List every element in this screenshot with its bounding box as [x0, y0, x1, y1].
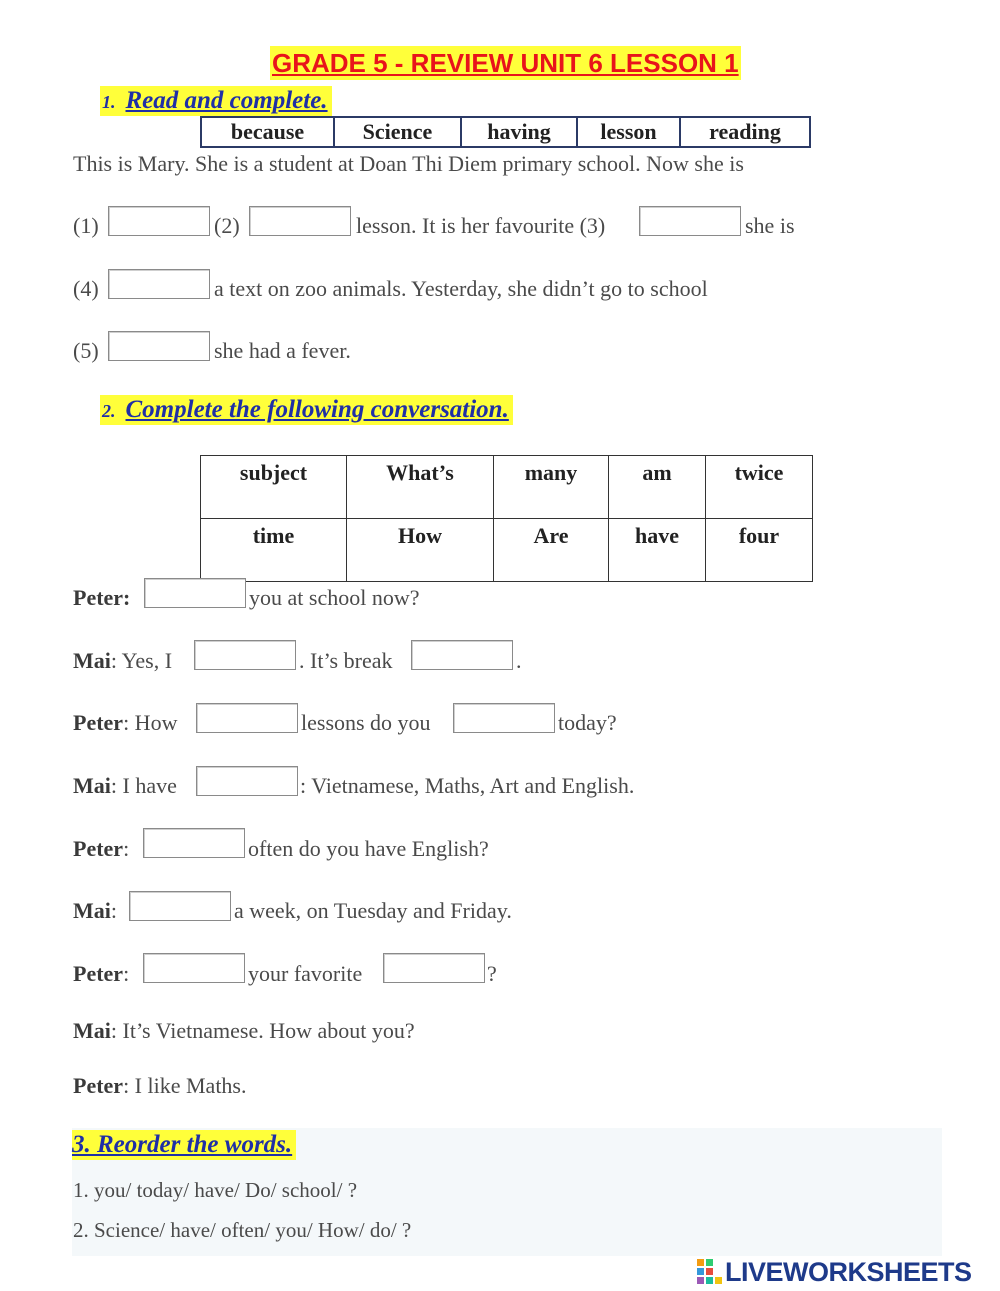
dialogue-line [73, 961, 129, 987]
dialogue-line [73, 898, 117, 924]
dialogue-line [73, 710, 177, 736]
logo-text: LIVEWORKSHEETS [725, 1257, 972, 1287]
speaker-name: Peter [73, 1073, 124, 1098]
speaker-name: Peter: [73, 585, 131, 610]
paragraph-text: a text on zoo animals. Yesterday, she didn’t go to school [214, 276, 708, 301]
answer-blank-4[interactable] [108, 269, 210, 299]
word-bank-item: am [609, 456, 706, 519]
dialogue-text: lessons do you [301, 710, 431, 735]
dialogue-text: . [516, 648, 522, 673]
speaker-name: Mai [73, 898, 111, 923]
dialogue-text: : [123, 961, 130, 986]
dialogue-text: : I like Maths. [123, 1073, 247, 1098]
dialogue-text: : [123, 836, 130, 861]
dialogue-text: ? [487, 961, 497, 986]
word-bank-item: many [494, 456, 609, 519]
dialogue-text: often do you have English? [248, 836, 489, 861]
section2-number: 2. [102, 401, 116, 421]
dialogue-blank[interactable] [411, 640, 513, 670]
word-bank-item: How [347, 519, 494, 582]
speaker-name: Mai [73, 648, 111, 673]
dialogue-text: you at school now? [249, 585, 420, 610]
dialogue-text: today? [558, 710, 617, 735]
word-bank-item: twice [706, 456, 813, 519]
answer-blank-2[interactable] [249, 206, 351, 236]
dialogue-text: : It’s Vietnamese. How about you? [110, 1018, 415, 1043]
section2-heading-text: Complete the following conversation. [125, 396, 509, 423]
section1-number: 1. [102, 92, 116, 112]
paragraph-text: she is [745, 213, 795, 238]
liveworksheets-logo-icon [697, 1259, 723, 1285]
dialogue-line [73, 773, 177, 799]
blank-label-2: (2) [214, 213, 240, 238]
dialogue-blank[interactable] [143, 953, 245, 983]
word-bank-2 [200, 455, 813, 582]
reorder-item: 1. you/ today/ have/ Do/ school/ ? [73, 1178, 358, 1202]
paragraph-line-1: This is Mary. She is a student at Doan Thi Diem primary school. Now she is [73, 151, 744, 176]
word-bank-item: because [201, 117, 334, 147]
speaker-name: Peter [73, 836, 124, 861]
dialogue-text: your favorite [248, 961, 363, 986]
dialogue-blank[interactable] [144, 578, 246, 608]
word-bank-item: time [201, 519, 347, 582]
dialogue-text: : [110, 898, 118, 923]
word-bank-item: four [706, 519, 813, 582]
section2-heading [100, 395, 513, 425]
dialogue-blank[interactable] [143, 828, 245, 858]
dialogue-text: a week, on Tuesday and Friday. [234, 898, 512, 923]
speaker-name: Mai [73, 773, 111, 798]
word-bank-item: lesson [577, 117, 680, 147]
dialogue-line [73, 648, 172, 674]
dialogue-text: : Vietnamese, Maths, Art and English. [300, 773, 635, 798]
word-bank-item: subject [201, 456, 347, 519]
dialogue-line [73, 1073, 247, 1099]
dialogue-line [73, 585, 130, 611]
answer-blank-5[interactable] [108, 331, 210, 361]
paragraph-text: she had a fever. [214, 338, 351, 363]
word-bank-item: What’s [347, 456, 494, 519]
dialogue-blank[interactable] [194, 640, 296, 670]
dialogue-text: : Yes, I [110, 648, 173, 673]
answer-blank-3[interactable] [639, 206, 741, 236]
dialogue-line [73, 836, 129, 862]
word-bank-1 [200, 116, 811, 148]
section3-heading [72, 1130, 296, 1160]
dialogue-blank[interactable] [196, 703, 298, 733]
dialogue-text: . It’s break [299, 648, 393, 673]
word-bank-item: having [461, 117, 577, 147]
paragraph-text: lesson. It is her favourite (3) [356, 213, 606, 238]
word-bank-item: reading [680, 117, 810, 147]
speaker-name: Mai [73, 1018, 111, 1043]
word-bank-item: have [609, 519, 706, 582]
dialogue-text: : How [123, 710, 178, 735]
speaker-name: Peter [73, 710, 124, 735]
dialogue-blank[interactable] [129, 891, 231, 921]
dialogue-line [73, 1018, 415, 1044]
reorder-item: 2. Science/ have/ often/ you/ How/ do/ ? [73, 1218, 412, 1242]
section1-heading [100, 86, 332, 116]
dialogue-blank[interactable] [196, 766, 298, 796]
section1-heading-text: Read and complete. [125, 87, 328, 114]
section3-heading-text: 3. Reorder the words. [72, 1131, 293, 1158]
blank-label-1: (1) [73, 213, 99, 238]
blank-label-4: (4) [73, 276, 99, 301]
blank-label-5: (5) [73, 338, 99, 363]
dialogue-blank[interactable] [383, 953, 485, 983]
word-bank-item: Science [334, 117, 461, 147]
dialogue-text: : I have [110, 773, 177, 798]
dialogue-blank[interactable] [453, 703, 555, 733]
word-bank-item: Are [494, 519, 609, 582]
page-title: GRADE 5 - REVIEW UNIT 6 LESSON 1 [272, 48, 739, 78]
answer-blank-1[interactable] [108, 206, 210, 236]
speaker-name: Peter [73, 961, 124, 986]
